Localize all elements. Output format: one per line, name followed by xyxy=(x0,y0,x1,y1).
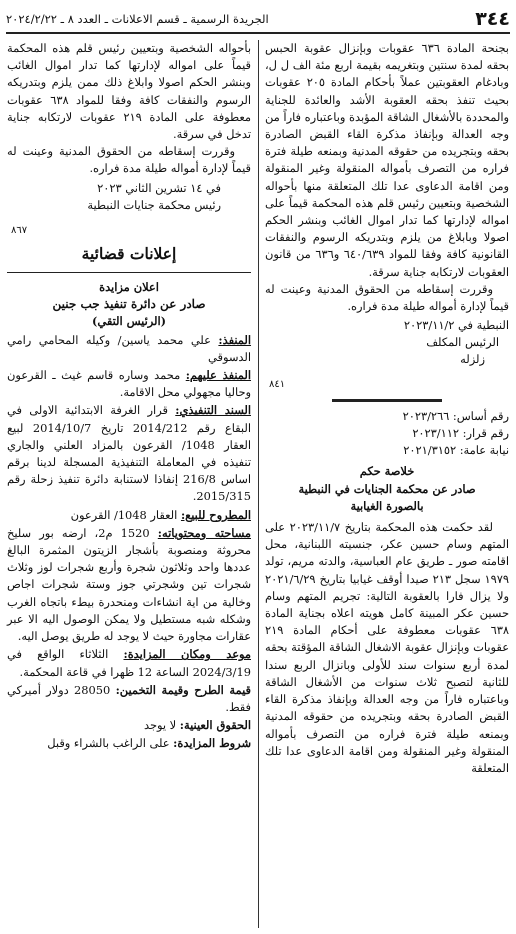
absentia-heading: بالصورة الغيابية xyxy=(350,498,424,513)
rights-label: الحقوق العينية: xyxy=(179,718,251,733)
conditions-label: شروط المزايدة: xyxy=(173,736,251,751)
court-heading: صادر عن محكمة الجنايات في النبطية xyxy=(298,481,476,496)
decision-number: رقم قرار: ٢٠٢٣/١١٢ xyxy=(412,426,509,441)
page-header xyxy=(6,6,510,34)
continued-judgment-text: بجنحة المادة ٦٣٦ عقوبات وبإنزال عقوبة الحبس بحقه لمدة سنتين وبتغريمه بقيمة اربع مئة الف ل ل، وبادغام العقوبتين عملاً بأحكام المادة ٢٠٥ عقوبات بحيث تنفذ بحقه العقوبة الأشد والعائدة للجناية والمحددة بالأشغال الشاقة المؤبدة وباعتباره فاراً من وجه العدالة وبإنفاذ مذكرة القاء القبض الصادرة بحقه وبتجريده من حقوقه المدنية وبمنعه طيلة فترة فراره من التصرف بأمواله المنقولة وغير المنقولة ومن اقامة الدعاوى عدا تلك المتعلقة منها بأحواله الشخصية وبتعيين رئيس قلم هذه المحكمة قيماً على امواله لإدارتها كما تدار اموال الغائب وبنشر الحكم اصولا وبابلاغ من يلزم وبتدريكه الرسوم والنفقات القانونية كافة وفقا للمواد ٦٤٠/٦٣٩ و٦٣٦ من قانون العقوبات لارتكابه جناية سرقة. xyxy=(265,41,509,279)
executor-field xyxy=(7,332,251,366)
executed-against-field xyxy=(7,367,251,401)
general-prosecution-number: نيابة عامة: ٢٠٢١/٣١٥٢ xyxy=(403,443,509,458)
civil-rights-clause: وقررت إسقاطه من الحقوق المدنية وعينت له قيماً لإدارة أمواله طيلة مدة فراره. xyxy=(265,281,509,314)
conditions-value: على الراغب بالشراء وقبل xyxy=(47,736,170,751)
auction-item-label: المطروح للبيع: xyxy=(180,507,251,522)
area-value: 1520 م2، ارضه بور سليخ محروثة ومنصوبة بأشجار الزيتون المثمرة البالغ عددها واحد وثلاثون شجرة وأربع شجرات لوز وثلاث شجرات تين وشجرتي جوز وستة شجرات اجاص وخالية من اية انشاءات ومنحدرة بيطء باتجاه الغرب وشكله شبه مستطيل ولا يمكن الوصول اليه الا عبر عقارات مجاورة حيث لا يوجد له طريق يوصل اليه. xyxy=(7,525,251,644)
auction-item-value: العقار 1048/ القرعون xyxy=(70,507,178,522)
signature-block xyxy=(265,317,509,368)
price-value: 28050 دولار أميركي فقط. xyxy=(7,682,251,714)
issuer-subheading: (الرئيس التقي) xyxy=(91,314,167,329)
signature-date: النبطية في ٢٠٢٣/١١/٢ xyxy=(403,318,509,333)
signature-role: الرئيس المكلف xyxy=(426,335,499,350)
judgment-summary-text: لقد حكمت هذه المحكمة بتاريخ ٢٠٢٣/١١/٧ على المتهم وسام حسين عكر، جنسيته اللبنانية، محل اقامته صور ـ طريق عام العباسية، والدته مريم، تولد ١٩٧٩ سجل ٢١٣ صيدا أوقف غيابيا بتاريخ ٢٠٢١/٦/٢٩ ولا يزال فارا بالعقوبة التالية: تجريم المتهم وسام حسين عكر المبينة كامل هويته اعلاه بجناية المادة ٦٣٨ عقوبات معطوفة على أحكام المادة ٢١٩ عقوبات وبإنزال عقوبة الاشغال الشاقة المؤقتة بحقه لمدة أربع سنوات سند للأولى وبانزال الربع سندا للثانية لتصبح ثلاث سنوات من الأشغال الشاقة وباعتباره فاراً من وجه العدالة وبإنفاذ مذكرة القاء القبض الصادرة بحقه وبتجريده من حقوقه المدنية وبمنعه طيلة فترة فراره من التصرف بأمواله المنقولة وغير المنقولة ومن اقامة الدعاوى عدا تلك المتعلقة xyxy=(265,520,509,775)
page-number: ٣٤٤ xyxy=(475,8,510,30)
title-rule xyxy=(7,272,251,273)
issuer-heading: صادر عن دائرة تنفيذ جب جنين xyxy=(52,297,206,312)
continued-left-text: بأحواله الشخصية وبتعيين رئيس قلم هذه المحكمة قيماً على امواله لإدارتها كما تدار اموال الغائب وبنشر الحكم اصولا وابلاغ ذلك ممن يلزم وبتدريكه الرسوم والنفقات كافة وفقا للمواد ٦٣٨ عقوبات معطوفة على المادة ٢١٩ عقوبات لارتكابه جناية تدخل في سرقة. xyxy=(7,41,251,142)
executed-against-label: المنفذ عليهم: xyxy=(185,368,252,383)
price-field xyxy=(7,682,251,716)
left-signature-role: رئيس محكمة جنايات النبطية xyxy=(87,197,221,212)
left-column xyxy=(7,40,251,753)
area-field xyxy=(7,525,251,645)
base-number: رقم أساس: ٢٠٢٣/٢٦٦ xyxy=(402,409,509,424)
executor-value: علي محمد ياسين/ وكيله المحامي رامي الدسوقي xyxy=(7,332,251,364)
date-place-value: الثلاثاء الواقع في 2024/3/19 الساعة 12 ظهرا في قاعة المحكمة. xyxy=(7,647,251,679)
date-place-label: موعد ومكان المزايدة: xyxy=(123,647,251,662)
auction-item-field xyxy=(7,507,251,524)
exec-document-label: السند التنفيذي: xyxy=(175,403,251,418)
executed-against-value: محمد وساره قاسم غيث ـ القرعون وحاليا مجهولي محل الاقامة. xyxy=(7,368,251,400)
left-notice-number: ٨٦٧ xyxy=(11,224,28,236)
rights-value: لا يوجد xyxy=(143,718,177,733)
case-numbers xyxy=(265,408,509,459)
exec-document-field xyxy=(7,402,251,505)
conditions-field xyxy=(7,735,251,752)
left-signature-date: في ١٤ تشرين الثاني ٢٠٢٣ xyxy=(97,180,221,195)
left-civil-rights-clause: وقررت إسقاطه من الحقوق المدنية وعينت له قيماً لإدارة أمواله طيلة مدة فراره. xyxy=(7,144,251,176)
signature-name: زلزله xyxy=(460,352,485,367)
header-title: الجريدة الرسمية ـ قسم الاعلانات ـ العدد ٨ ـ ٢٠٢٤/٢/٢٢ xyxy=(6,12,269,26)
executor-label: المنفذ: xyxy=(218,332,252,347)
judicial-ads-title: إعلانات قضائية xyxy=(81,243,177,263)
price-label: قيمة الطرح وقيمة التخمين: xyxy=(115,682,252,697)
area-label: مساحته ومحتوياته: xyxy=(157,525,251,540)
separator xyxy=(265,399,509,402)
date-place-field xyxy=(7,646,251,680)
right-column xyxy=(265,40,509,777)
notice-number: ٨٤١ xyxy=(269,379,286,391)
exec-document-value: قرار الغرفة الابتدائية الاولى في البقاع رقم 2014/212 تاريخ 2014/10/7 لبيع العقار 1048/ القرعون بالمزاد العلني والجاري تنفيذه في المعاملة التنفيذية المسجلة لدينا برقم اساس 216/8 إنفاذا لاستنابة دائرة تنفيذ زحلة رقم 2015/315. xyxy=(7,403,252,504)
auction-heading: اعلان مزايدة xyxy=(99,280,159,295)
rights-field xyxy=(7,717,251,734)
judgment-summary-heading: خلاصة حكم xyxy=(359,464,415,479)
column-divider xyxy=(258,40,259,928)
left-signature-block xyxy=(7,180,251,214)
